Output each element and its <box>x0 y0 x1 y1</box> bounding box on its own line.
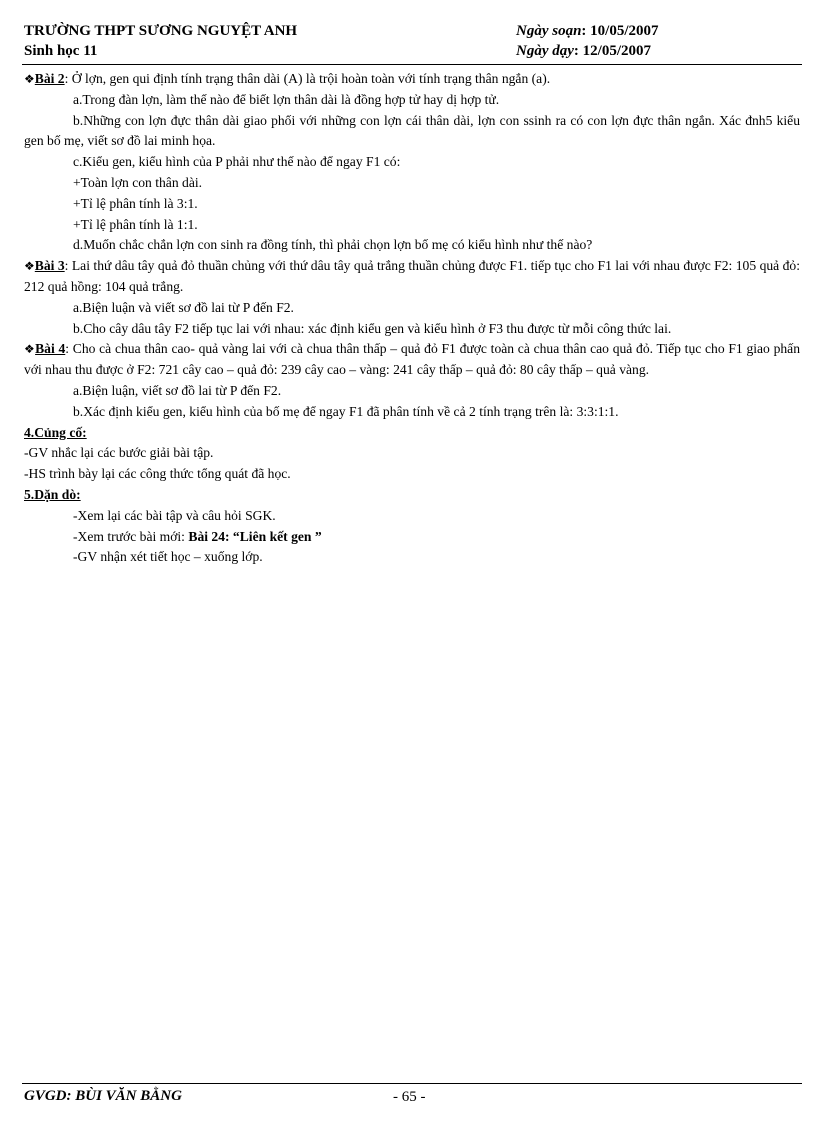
bai3-text: : Lai thứ dâu tây quả đỏ thuần chủng với thứ dâu tây quả trắng thuần chủng được F1. tiếp tục cho F1 lai với nhau được F2: 105 quả đỏ: 212 quả hồng: 104 quả trắng. <box>24 258 800 294</box>
cungco-line-1: -GV nhắc lại các bước giải bài tập. <box>24 445 214 461</box>
bai2-b: b.Những con lợn đực thân dài giao phối với những con lợn cái thân dài, lợn con ssinh ra có con lợn đực thân ngắn. Xác đnh5 kiểu gen bố mẹ, viết sơ đồ lai minh họa. <box>24 112 800 149</box>
subject-name: Sinh học 11 <box>24 43 98 59</box>
teach-date-value: : 12/05/2007 <box>573 43 651 59</box>
footer-rule <box>22 1083 802 1084</box>
bai2-c: c.Kiểu gen, kiểu hình của P phải như thế nào để ngay F1 có: <box>73 154 401 170</box>
bai2-c3: +Tỉ lệ phân tính là 1:1. <box>73 216 198 232</box>
teacher-name: GVGD: BÙI VĂN BẰNG <box>24 1088 182 1104</box>
bai3-a: a.Biện luận và viết sơ đồ lai từ P đến F2. <box>73 299 294 315</box>
teach-date-label: Ngày dạy <box>516 43 574 59</box>
dando-line-2 <box>24 527 800 548</box>
prep-date-value: : 10/05/2007 <box>581 23 659 39</box>
bai2-d: d.Muốn chắc chắn lợn con sinh ra đồng tính, thì phải chọn lợn bố mẹ có kiểu hình như thế nào? <box>73 237 593 253</box>
section-cungco-title: 4.Củng cố: <box>24 424 87 440</box>
bai3-b: b.Cho cây dâu tây F2 tiếp tục lai với nhau: xác định kiểu gen và kiểu hình ở F3 thu được từ mỗi công thức lai. <box>73 320 672 336</box>
teach-date <box>516 42 651 61</box>
school-name: TRƯỜNG THPT SƯƠNG NGUYỆT ANH <box>24 23 298 39</box>
bai3-label: Bài 3 <box>34 258 65 274</box>
bai2-label: Bài 2 <box>34 71 65 86</box>
page-number: - 65 - <box>393 1089 426 1105</box>
bai4-label: Bài 4 <box>35 341 66 357</box>
bai4-b: b.Xác định kiểu gen, kiểu hình của bố mẹ để ngay F1 đã phân tính về cả 2 tính trạng trên là: 3:3:1:1. <box>73 403 619 419</box>
prep-date-label: Ngày soạn <box>516 23 582 39</box>
diamond-bullet-icon: ❖ <box>24 72 35 86</box>
dando-line-1: -Xem lại các bài tập và câu hỏi SGK. <box>73 507 276 523</box>
dando-line-3: -GV nhận xét tiết học – xuống lớp. <box>73 549 263 565</box>
bai2-c2: +Tỉ lệ phân tính là 3:1. <box>73 195 198 211</box>
bai2-a: a.Trong đàn lợn, làm thế nào để biết lợn thân dài là đồng hợp tử hay dị hợp tử. <box>73 91 500 107</box>
bai4-paragraph <box>24 339 800 381</box>
document-body <box>24 69 800 568</box>
bai2-text: : Ở lợn, gen qui định tính trạng thân dài (A) là trội hoàn toàn với tính trạng thân ngắn (a). <box>64 71 551 86</box>
prep-date <box>516 22 659 41</box>
cungco-line-2: -HS trình bày lại các công thức tổng quát đã học. <box>24 466 291 482</box>
bai4-text: : Cho cà chua thân cao- quả vàng lai với cà chua thân thấp – quả đỏ F1 được toàn cà chua thân cao quả đỏ. Tiếp tục cho F1 giao phấn với nhau thu được ở F2: 721 cây cao – quả đỏ: 239 cây cao – vàng: 241 cây thấp – quả đỏ: 80 cây thấp – quả vàng. <box>24 341 801 378</box>
bai2-c1: +Toàn lợn con thân dài. <box>73 174 203 190</box>
dando-line-2-prefix: -Xem trước bài mới: <box>73 528 189 544</box>
diamond-bullet-icon: ❖ <box>24 259 35 274</box>
header-rule <box>22 64 802 65</box>
diamond-bullet-icon: ❖ <box>24 342 36 357</box>
bai4-a: a.Biện luận, viết sơ đồ lai từ P đến F2. <box>73 382 282 398</box>
section-dando-title: 5.Dặn dò: <box>24 486 81 502</box>
bai3-paragraph <box>24 256 800 298</box>
bai2-paragraph <box>24 69 800 90</box>
next-lesson-title: Bài 24: “Liên kết gen ” <box>188 528 322 544</box>
